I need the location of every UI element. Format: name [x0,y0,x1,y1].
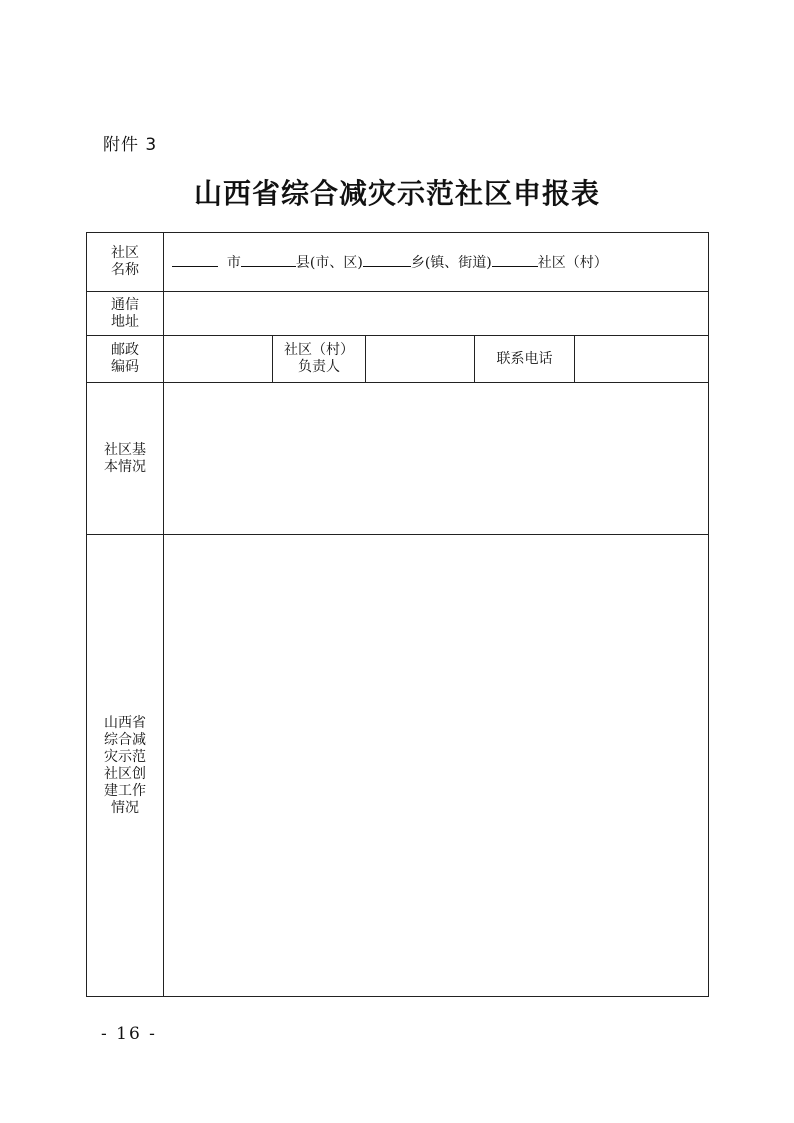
basic-info-label: 社区基 本情况 [104,441,146,475]
form-title: 山西省综合减灾示范社区申报表 [193,177,600,210]
city-blank[interactable] [172,252,218,267]
community-name-row [87,233,709,292]
address-label: 通信 地址 [111,296,139,330]
phone-label: 联系电话 [496,350,553,367]
creation-work-row [87,535,709,997]
postal-code-label: 邮政 编码 [111,342,139,375]
page-number: - 16 - [101,1024,157,1044]
township-blank[interactable] [363,252,411,267]
community-name-label-cell [87,233,164,292]
leader-label: 社区（村） 负责人 [284,342,354,375]
community-name-field[interactable] [164,233,709,292]
community-blank[interactable] [492,252,538,267]
creation-work-field[interactable] [164,535,709,997]
creation-label-cell [87,535,164,997]
contact-row [87,336,709,383]
address-field[interactable] [164,292,709,336]
leader-label-cell [273,336,366,383]
address-label-cell [87,292,164,336]
city-label: 市 [226,255,241,271]
community-label: 社区（村） [537,255,608,271]
basic-info-field[interactable] [164,383,709,535]
basic-info-label-cell [87,383,164,535]
postal-code-field[interactable] [164,336,273,383]
application-form-table [86,232,709,997]
community-name-label: 社区 名称 [111,245,139,278]
county-blank[interactable] [241,252,296,267]
basic-info-row [87,383,709,535]
leader-field[interactable] [366,336,475,383]
township-label: 乡(镇、街道) [410,255,492,271]
address-row [87,292,709,336]
creation-work-label: 山西省 综合减 灾示范 社区创 建工作 情况 [104,714,146,816]
phone-label-cell [475,336,575,383]
phone-field[interactable] [575,336,709,383]
attachment-label: 附件 3 [103,135,158,155]
postal-code-label-cell [87,336,164,383]
county-label: 县(市、区) [295,255,363,271]
